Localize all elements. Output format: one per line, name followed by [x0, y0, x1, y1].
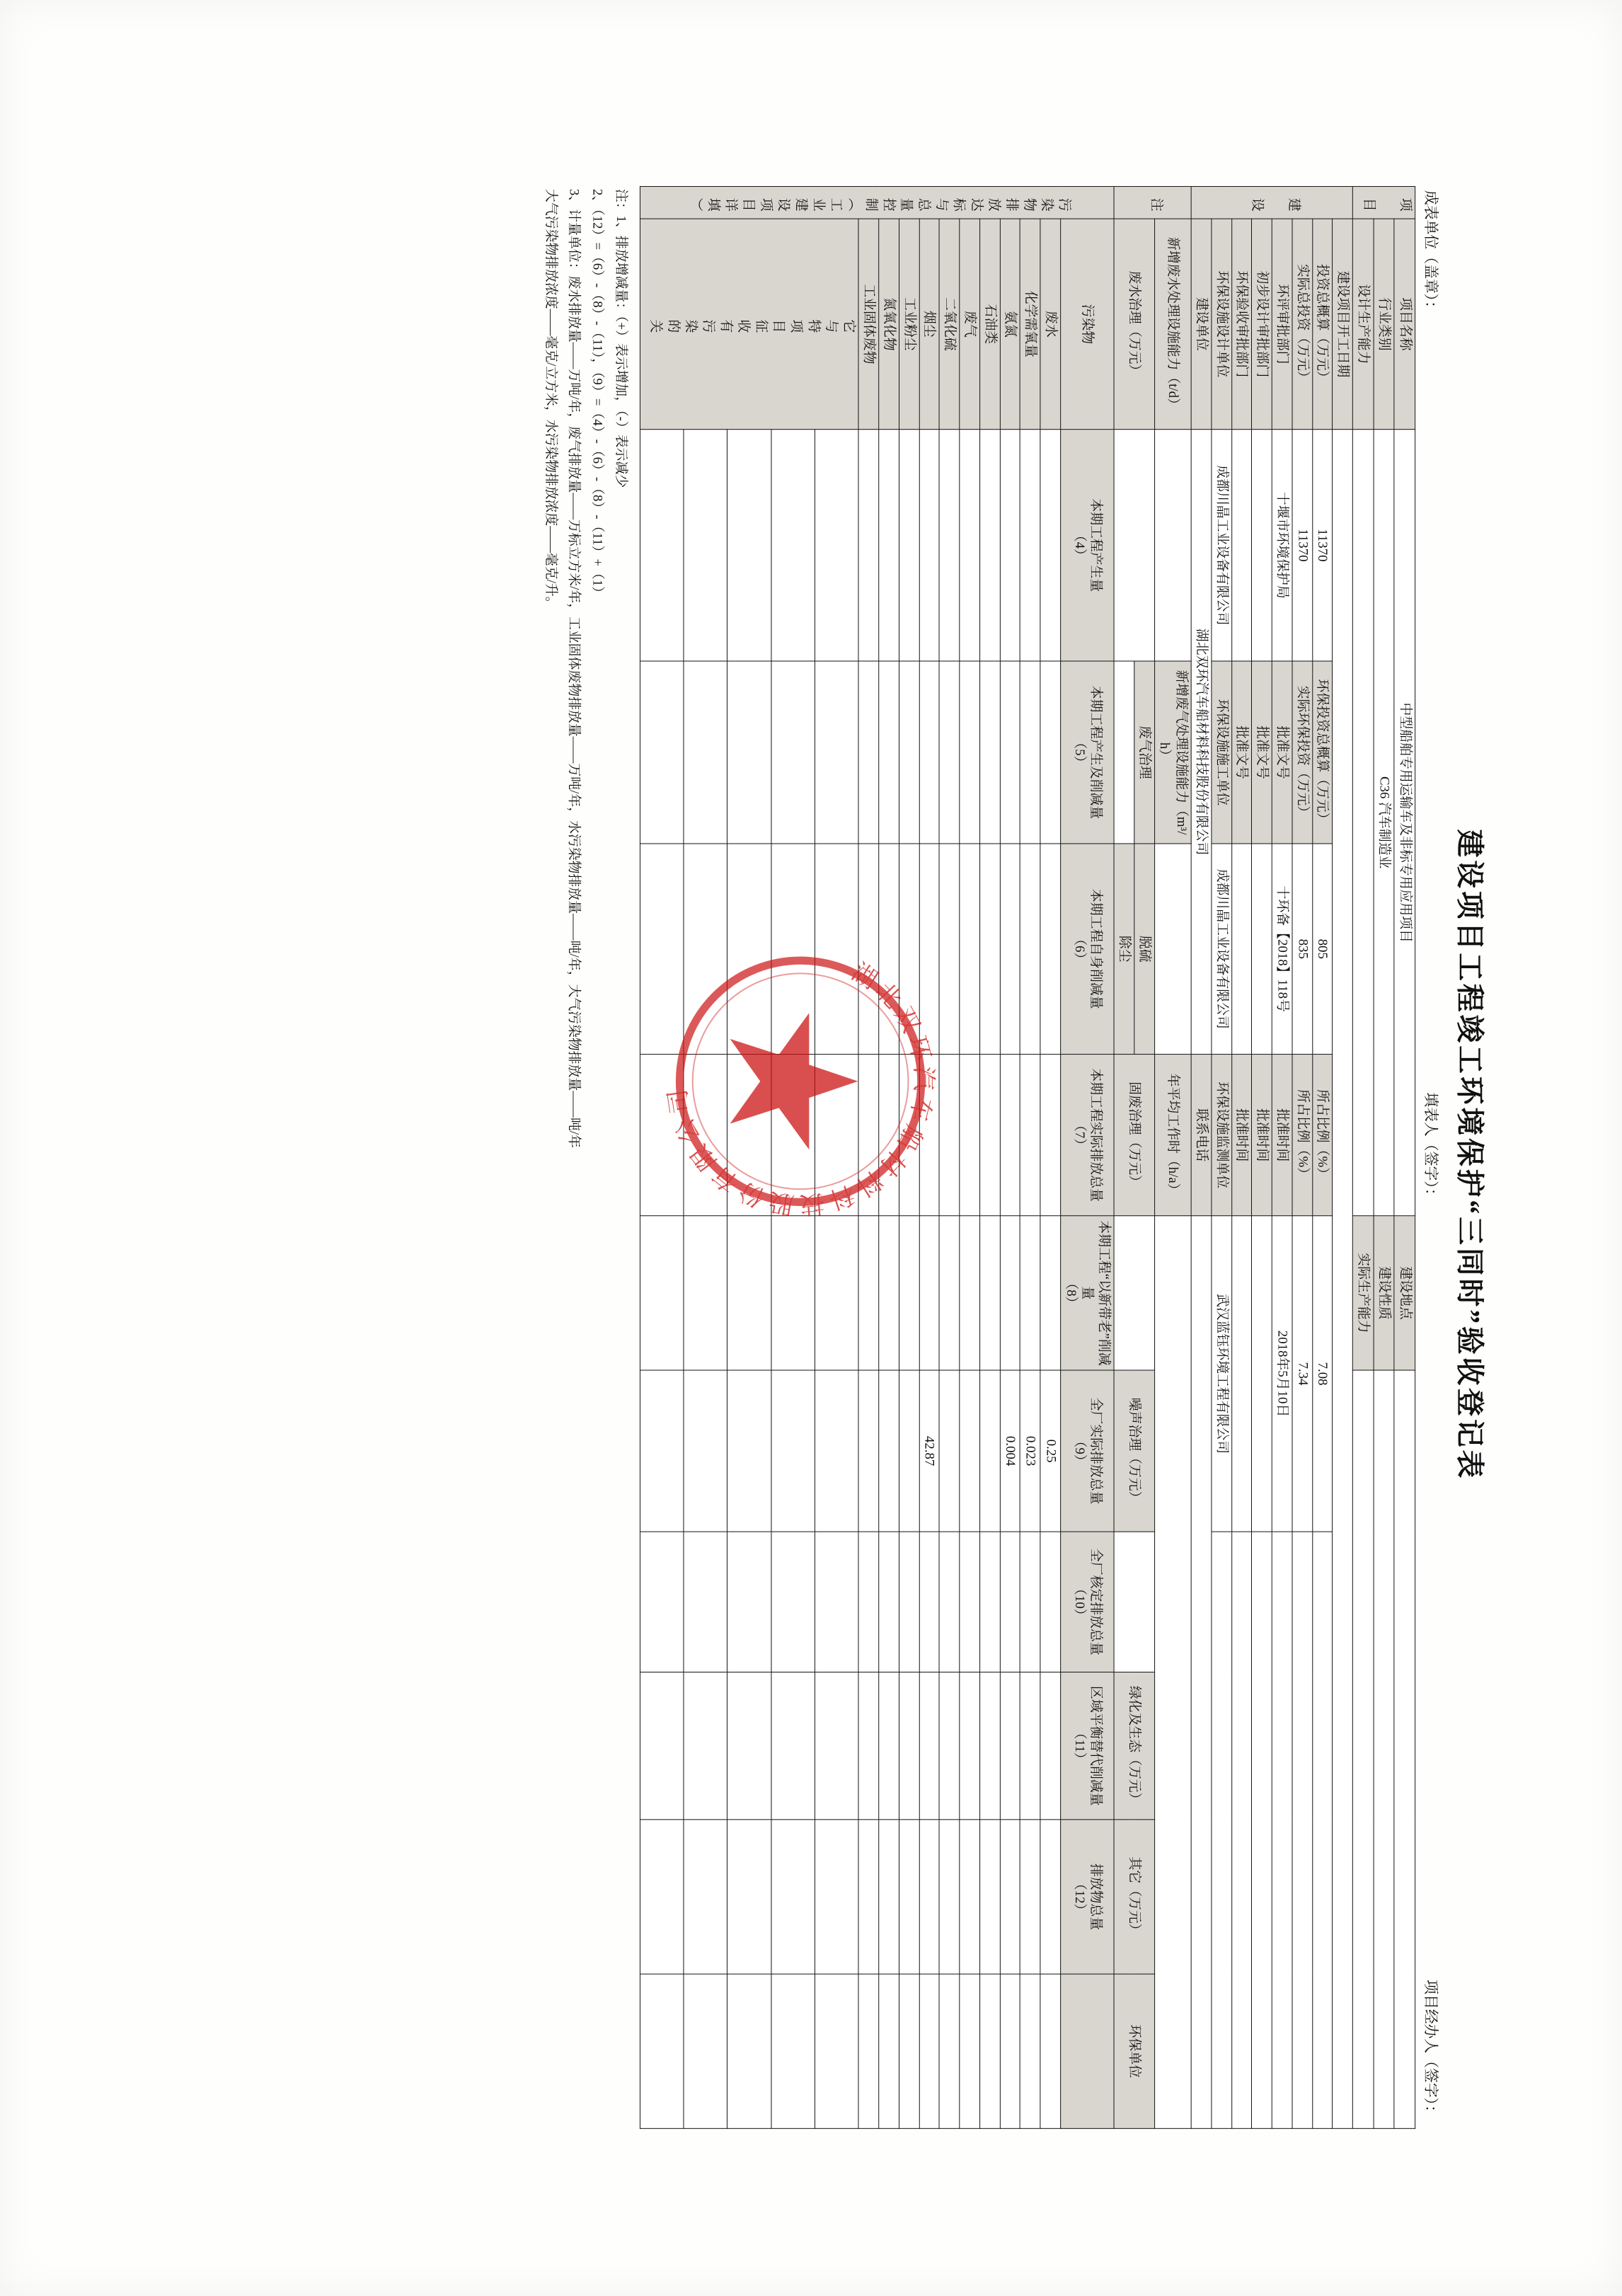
table-row — [727, 186, 771, 2128]
value-construct-unit: 成都川晶工业设备有限公司 — [1212, 844, 1232, 1055]
cell — [980, 1055, 1001, 1216]
cell — [1040, 1532, 1061, 1672]
cell — [858, 1820, 879, 1974]
cell — [727, 1974, 771, 2128]
cell — [1020, 1672, 1041, 1820]
cell — [684, 430, 727, 661]
cell — [1000, 430, 1020, 661]
cell — [727, 661, 771, 844]
person-in-charge-label: 项目经办人（签字）： — [1422, 1980, 1439, 2120]
value-build-unit: 湖北双环汽车船材料科技股份有限公司 — [1191, 430, 1212, 1055]
cell — [919, 1055, 940, 1216]
cell — [771, 1532, 815, 1672]
label-contact: 联系电话 — [1191, 1055, 1212, 1216]
value-env-invest-ratio: 7.08 — [1313, 1216, 1333, 1532]
cell — [684, 844, 727, 1055]
cell — [899, 844, 919, 1055]
pollutant-row-label: 石油类 — [980, 219, 1001, 430]
cell — [771, 1370, 815, 1532]
cell — [727, 1820, 771, 1974]
cell — [879, 430, 899, 661]
value-design-approve-dept — [1252, 430, 1272, 661]
value-actual-capacity — [1353, 1370, 1374, 2128]
footnote-1: 注：1、排放增减量：（+）表示增加，（-）表示减少 — [614, 188, 628, 488]
cell — [919, 1532, 940, 1672]
cell — [858, 1055, 879, 1216]
cell — [899, 661, 919, 844]
table-row — [919, 186, 940, 2128]
value-solid-treat — [1114, 1216, 1154, 1370]
cell — [899, 1974, 919, 2128]
label-approve-doc: 批准文号 — [1272, 661, 1292, 844]
cell — [684, 1672, 727, 1820]
blank-cell — [1212, 1532, 1232, 2128]
label-start-date: 建设项目开工日期 — [1333, 219, 1353, 430]
cell — [960, 1370, 980, 1532]
table-row — [1134, 186, 1155, 2128]
cell — [940, 1370, 960, 1532]
cell — [1000, 1055, 1020, 1216]
table-row — [815, 186, 859, 2128]
label-env-invest-total: 环保投资总概算（万元） — [1313, 661, 1333, 844]
cell — [879, 1532, 899, 1672]
label-green-eco: 绿化及生态（万元） — [1114, 1672, 1154, 1820]
cell — [1000, 844, 1020, 1055]
cell — [919, 1216, 940, 1370]
cell — [727, 430, 771, 661]
value-env-invest-total: 805 — [1313, 844, 1333, 1055]
pollutant-col-header-spare — [1061, 1974, 1115, 2128]
value-monitor-unit: 武汉蓝钰环境工程有限公司 — [1212, 1216, 1232, 1532]
value-acceptance-time — [1231, 1216, 1252, 1532]
pollutant-name-header: 污染物 — [1061, 219, 1115, 430]
pollutant-row-label: 氮氧化物 — [879, 219, 899, 430]
label-solid-treat: 固废治理（万元） — [1114, 1055, 1154, 1216]
cell — [960, 844, 980, 1055]
label-other-cost: 其它（万元） — [1114, 1820, 1154, 1974]
cell — [684, 1370, 727, 1532]
value-build-nature — [1374, 1370, 1394, 2128]
value-acceptance-unit — [1231, 430, 1252, 661]
label-new-waste-capacity: 新增废水处理设施能力（t/d） — [1154, 219, 1191, 430]
cell — [1000, 1672, 1020, 1820]
label-build-unit: 建设单位 — [1191, 219, 1212, 430]
cell — [879, 1672, 899, 1820]
value-actual-env-invest: 835 — [1292, 844, 1313, 1055]
label-construct-unit: 环保设施施工单位 — [1212, 661, 1232, 844]
pollutant-row-label: 化学需氧量 — [1020, 219, 1041, 430]
cell — [1020, 1055, 1041, 1216]
cell — [1040, 844, 1061, 1055]
value-project-name: 中型船舶专用运输车及非标专用应用项目 — [1394, 430, 1415, 1216]
value-approve-doc: 十环备【2018】118号 — [1272, 844, 1292, 1055]
value-industry: C36 汽车制造业 — [1374, 430, 1394, 1216]
cell — [684, 661, 727, 844]
cell — [858, 661, 879, 844]
label-industry: 行业类别 — [1374, 219, 1394, 430]
pollutant-col-header-8: 本期工程“以新带老”削减量 （8） — [1061, 1216, 1115, 1370]
value-design-capacity — [1353, 430, 1374, 1216]
cell — [684, 1216, 727, 1370]
cell — [771, 1820, 815, 1974]
unit-label: 成表单位（盖章）： — [1422, 190, 1439, 316]
cell — [940, 661, 960, 844]
table-row — [1000, 186, 1020, 2128]
table-row — [1272, 186, 1292, 2128]
cell — [980, 1532, 1001, 1672]
cell — [771, 430, 815, 661]
table-row — [960, 186, 980, 2128]
cell — [684, 1532, 727, 1672]
table-row — [879, 186, 899, 2128]
table-row — [1374, 186, 1394, 2128]
cell — [640, 1532, 684, 1672]
blank-cell — [1252, 1532, 1272, 2128]
cell — [919, 1974, 940, 2128]
value-approve-time: 2018年5月10日 — [1272, 1216, 1292, 1532]
cell — [919, 844, 940, 1055]
cell: 0.25 — [1040, 1370, 1061, 1532]
cell — [919, 1672, 940, 1820]
cell — [980, 430, 1001, 661]
label-monitor-unit: 环保设施监测单位 — [1212, 1055, 1232, 1216]
row-group-project: 项 目 — [1353, 186, 1415, 219]
cell — [727, 1055, 771, 1216]
table-row — [640, 186, 684, 2128]
label-actual-invest: 实际总投资（万元） — [1292, 219, 1313, 430]
pollutant-col-header-11: 区域平衡替代削减量 （11） — [1061, 1672, 1115, 1820]
cell — [1040, 1820, 1061, 1974]
cell — [919, 1820, 940, 1974]
table-row — [940, 186, 960, 2128]
cell — [899, 1532, 919, 1672]
cell — [960, 1672, 980, 1820]
table-row — [858, 186, 879, 2128]
cell — [727, 1216, 771, 1370]
cell — [815, 844, 859, 1055]
cell — [1020, 1216, 1041, 1370]
cell — [815, 1055, 859, 1216]
cell — [858, 1532, 879, 1672]
label-other-related-items: 它与特项目征收有污染的关 — [640, 219, 858, 430]
blank-cell — [1272, 1532, 1292, 2128]
cell — [1020, 1532, 1041, 1672]
cell — [858, 430, 879, 661]
cell — [858, 1974, 879, 2128]
cell — [815, 430, 859, 661]
label-actual-env-ratio: 所占比例（%） — [1292, 1055, 1313, 1216]
blank-cell — [1313, 1532, 1333, 2128]
cell — [879, 1370, 899, 1532]
cell — [771, 1974, 815, 2128]
label-acceptance-time: 批准时间 — [1231, 1055, 1252, 1216]
cell — [980, 1974, 1001, 2128]
value-start-date — [1333, 430, 1353, 2129]
cell — [960, 1055, 980, 1216]
cell — [640, 1820, 684, 1974]
cell — [1000, 1974, 1020, 2128]
page-title: 建设项目工程竣工环境保护“三同时”验收登记表 — [1454, 829, 1486, 1481]
label-approve-dept: 环评审批部门 — [1272, 219, 1292, 430]
row-group-pollutant: 污染物排放达标与总量控制（工业建设项目详填） — [640, 186, 1114, 219]
value-invest-total: 11370 — [1313, 430, 1333, 661]
cell — [858, 844, 879, 1055]
table-row — [1191, 186, 1212, 2128]
cell — [771, 661, 815, 844]
cell — [1020, 661, 1041, 844]
subheader — [1415, 186, 1442, 2124]
cell — [1020, 844, 1041, 1055]
table-row — [1020, 186, 1041, 2128]
label-waste-treat-cost: 废水治理（万元） — [1114, 219, 1154, 430]
value-new-gas-capacity — [1154, 844, 1191, 1055]
cell — [727, 1532, 771, 1672]
pollutant-row-label: 废水 — [1040, 219, 1061, 430]
cell — [640, 1055, 684, 1216]
cell — [771, 844, 815, 1055]
cell — [815, 1370, 859, 1532]
label-new-gas-capacity: 新增废气处理设施能力（m³/h） — [1154, 661, 1191, 844]
cell — [899, 1820, 919, 1974]
table-row — [1212, 186, 1232, 2128]
table-row — [1154, 186, 1191, 2128]
table-row — [1313, 186, 1333, 2128]
row-group-note: 注 — [1114, 186, 1191, 219]
cell — [940, 844, 960, 1055]
label-approve-time: 批准时间 — [1272, 1055, 1292, 1216]
footnote-3: 3、计量单位：废水排放量——万吨/年，废气排放量——万标立方米/年，工业固体废物排放量——万吨/年，水污染物排放量——吨/年，大气污染物排放量——吨/年 — [567, 188, 582, 1148]
cell — [858, 1672, 879, 1820]
cell — [940, 430, 960, 661]
cell — [1040, 1974, 1061, 2128]
cell — [960, 430, 980, 661]
value-design-unit: 成都川晶工业设备有限公司 — [1212, 430, 1232, 661]
cell — [980, 844, 1001, 1055]
blank-cell — [1231, 1532, 1252, 2128]
cell — [640, 1216, 684, 1370]
cell — [879, 1820, 899, 1974]
cell — [960, 1532, 980, 1672]
cell — [684, 1055, 727, 1216]
cell — [899, 430, 919, 661]
value-design-approve-doc — [1252, 844, 1272, 1055]
value-noise-treat — [1114, 1532, 1154, 1672]
filler-label: 填表人（签字）： — [1422, 1092, 1439, 1203]
table-row — [1333, 186, 1353, 2128]
cell — [940, 1974, 960, 2128]
cell — [980, 1216, 1001, 1370]
table-row — [1353, 186, 1374, 2128]
cell — [940, 1055, 960, 1216]
cell — [1040, 1055, 1061, 1216]
cell — [879, 661, 899, 844]
value-actual-invest: 11370 — [1292, 430, 1313, 661]
table-row — [1061, 186, 1115, 2128]
cell — [980, 661, 1001, 844]
label-design-approve-dept: 初步设计审批部门 — [1252, 219, 1272, 430]
cell — [1040, 1216, 1061, 1370]
cell — [858, 1216, 879, 1370]
label-noise-treat: 噪声治理（万元） — [1114, 1370, 1154, 1532]
table-row — [1231, 186, 1252, 2128]
table-row — [684, 186, 727, 2128]
cell — [815, 1532, 859, 1672]
cell — [640, 1672, 684, 1820]
pollutant-row-label: 工业固体废物 — [858, 219, 879, 430]
cell — [684, 1820, 727, 1974]
cell — [879, 1974, 899, 2128]
cell — [879, 1055, 899, 1216]
value-build-place — [1394, 1370, 1415, 2128]
value-design-approve-time — [1252, 1216, 1272, 1532]
cell — [940, 1216, 960, 1370]
label-acceptance-unit: 环保验收审批部门 — [1231, 219, 1252, 430]
cell — [727, 844, 771, 1055]
label-actual-env-invest: 实际环保投资（万元） — [1292, 661, 1313, 844]
cell — [960, 1216, 980, 1370]
cell — [899, 1370, 919, 1532]
cell — [771, 1216, 815, 1370]
value-actual-env-ratio: 7.34 — [1292, 1216, 1313, 1532]
value-annual-hours — [1154, 1216, 1191, 2129]
cell — [640, 661, 684, 844]
cell — [1040, 1672, 1061, 1820]
cell — [940, 1820, 960, 1974]
pollutant-col-header-7: 本期工程实际排放总量 （7） — [1061, 1055, 1115, 1216]
label-build-place: 建设地点 — [1394, 1216, 1415, 1370]
cell — [940, 1532, 960, 1672]
label-invest-total: 投资总概算（万元） — [1313, 219, 1333, 430]
blank-cell — [1292, 1532, 1313, 2128]
cell — [940, 1672, 960, 1820]
value-waste-treat-cost — [1114, 430, 1154, 661]
pollutant-col-header-4: 本期工程产生量 （4） — [1061, 430, 1115, 661]
cell — [640, 430, 684, 661]
cell — [960, 661, 980, 844]
label-acceptance-doc: 批准文号 — [1231, 661, 1252, 844]
label-annual-hours: 年平均工作时（h/a） — [1154, 1055, 1191, 1216]
cell — [1040, 430, 1061, 661]
cell — [727, 1672, 771, 1820]
label-build-nature: 建设性质 — [1374, 1216, 1394, 1370]
pollutant-row-label: 二氧化硫 — [940, 219, 960, 430]
cell — [771, 1672, 815, 1820]
document-body — [539, 186, 1492, 2124]
cell — [815, 1820, 859, 1974]
table-row — [899, 186, 919, 2128]
cell — [980, 1820, 1001, 1974]
cell — [899, 1055, 919, 1216]
label-env-unit: 环保单位 — [1114, 1974, 1154, 2128]
label-desulf: 脱硫 — [1134, 844, 1155, 1055]
cell — [858, 1370, 879, 1532]
label-design-approve-doc: 批准文号 — [1252, 661, 1272, 844]
cell — [727, 1370, 771, 1532]
cell — [815, 1672, 859, 1820]
cell — [684, 1974, 727, 2128]
table-row — [1394, 186, 1415, 2128]
table-row — [980, 186, 1001, 2128]
cell — [899, 1672, 919, 1820]
value-approve-dept: 十堰市环境保护局 — [1272, 430, 1292, 661]
cell — [1040, 661, 1061, 844]
cell — [1000, 661, 1020, 844]
cell — [815, 1216, 859, 1370]
cell — [1000, 1216, 1020, 1370]
label-project-name: 项目名称 — [1394, 219, 1415, 430]
table-row — [1040, 186, 1061, 2128]
pollutant-row-label: 氨氮 — [1000, 219, 1020, 430]
pollutant-col-header-10: 全厂核定排放总量 （10） — [1061, 1532, 1115, 1672]
cell — [980, 1672, 1001, 1820]
footnotes — [539, 186, 633, 2124]
cell — [1000, 1532, 1020, 1672]
cell — [1020, 430, 1041, 661]
cell — [960, 1820, 980, 1974]
cell — [640, 1370, 684, 1532]
cell — [960, 1974, 980, 2128]
label-design-unit: 环保设施设计单位 — [1212, 219, 1232, 430]
cell — [640, 844, 684, 1055]
value-acceptance-doc — [1231, 844, 1252, 1055]
cell — [640, 1974, 684, 2128]
cell: 0.023 — [1020, 1370, 1041, 1532]
table-row — [1292, 186, 1313, 2128]
cell — [879, 1216, 899, 1370]
pollutant-col-header-6: 本期工程自身削减量 （6） — [1061, 844, 1115, 1055]
footnote-4: 大气污染物排放浓度——毫克/立方米，水污染物排放浓度——毫克/升。 — [543, 188, 558, 610]
pollutant-col-header-12: 排放物总量 （12） — [1061, 1820, 1115, 1974]
table-row — [771, 186, 815, 2128]
pollutant-row-label: 废气 — [960, 219, 980, 430]
cell — [879, 844, 899, 1055]
value-gas-treat — [1114, 661, 1134, 844]
label-env-invest-ratio: 所占比例（%） — [1313, 1055, 1333, 1216]
main-table — [640, 186, 1415, 2129]
value-contact — [1191, 1216, 1212, 2129]
label-dust-removal: 除尘 — [1114, 844, 1134, 1055]
rotated-document-wrapper — [105, 120, 1517, 2177]
footnote-2: 2、（12）=（6）-（8）-（11），（9）=（4）-（6）-（8）-（11）+（1） — [590, 188, 605, 600]
cell — [919, 430, 940, 661]
pollutant-row-label: 工业粉尘 — [899, 219, 919, 430]
cell — [1020, 1820, 1041, 1974]
cell: 0.004 — [1000, 1370, 1020, 1532]
pollutant-col-header-9: 全厂实际排放总量 （9） — [1061, 1370, 1115, 1532]
cell — [815, 1974, 859, 2128]
cell — [1020, 1974, 1041, 2128]
cell — [815, 661, 859, 844]
cell — [919, 661, 940, 844]
pollutant-col-header-5: 本期工程产生及削减量 （5） — [1061, 661, 1115, 844]
cell — [980, 1370, 1001, 1532]
label-gas-treat: 废气治理 — [1134, 661, 1155, 844]
pollutant-row-label: 烟尘 — [919, 219, 940, 430]
row-group-build: 建 设 — [1191, 186, 1352, 219]
label-design-approve-time: 批准时间 — [1252, 1055, 1272, 1216]
label-actual-capacity: 实际生产能力 — [1353, 1216, 1374, 1370]
table-row — [1252, 186, 1272, 2128]
label-design-capacity: 设计生产能力 — [1353, 219, 1374, 430]
cell — [771, 1055, 815, 1216]
cell — [899, 1216, 919, 1370]
cell: 42.87 — [919, 1370, 940, 1532]
value-new-waste-capacity — [1154, 430, 1191, 661]
cell — [1000, 1820, 1020, 1974]
seal-outer-text: 湖北双环汽车船材料科技股份有限公司 — [663, 958, 937, 1219]
